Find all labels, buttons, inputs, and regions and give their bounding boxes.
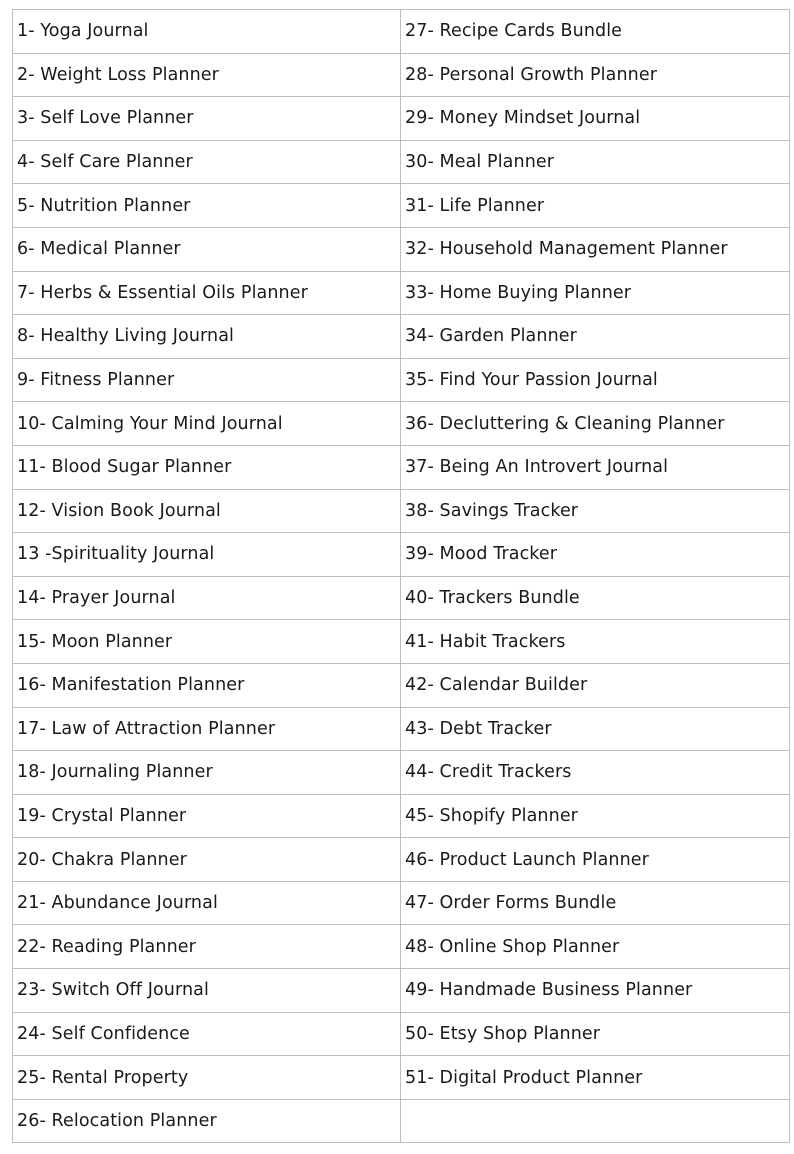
- table-row: [13, 227, 790, 271]
- list-item: 42- Calendar Builder: [401, 663, 790, 707]
- list-item: 47- Order Forms Bundle: [401, 881, 790, 925]
- list-item: 41- Habit Trackers: [401, 620, 790, 664]
- list-item: 12- Vision Book Journal: [13, 489, 401, 533]
- list-item: 31- Life Planner: [401, 184, 790, 228]
- list-item: 10- Calming Your Mind Journal: [13, 402, 401, 446]
- list-item: 34- Garden Planner: [401, 315, 790, 359]
- list-item: 27- Recipe Cards Bundle: [401, 10, 790, 54]
- table-row: [13, 10, 790, 54]
- planner-list-table: [12, 9, 790, 1143]
- table-row: [13, 184, 790, 228]
- list-item: 50- Etsy Shop Planner: [401, 1012, 790, 1056]
- list-item: 6- Medical Planner: [13, 227, 401, 271]
- table-row: [13, 402, 790, 446]
- table-row: [13, 838, 790, 882]
- list-item: 9- Fitness Planner: [13, 358, 401, 402]
- table-row: [13, 97, 790, 141]
- table-row: [13, 1056, 790, 1100]
- list-item: 44- Credit Trackers: [401, 751, 790, 795]
- table-row: [13, 663, 790, 707]
- table-row: [13, 1012, 790, 1056]
- list-item: 22- Reading Planner: [13, 925, 401, 969]
- table-row: [13, 620, 790, 664]
- list-item: 36- Decluttering & Cleaning Planner: [401, 402, 790, 446]
- list-item: 8- Healthy Living Journal: [13, 315, 401, 359]
- list-item: 1- Yoga Journal: [13, 10, 401, 54]
- table-row: [13, 707, 790, 751]
- list-item: 48- Online Shop Planner: [401, 925, 790, 969]
- list-item: 37- Being An Introvert Journal: [401, 445, 790, 489]
- list-item: 2- Weight Loss Planner: [13, 53, 401, 97]
- list-item: 46- Product Launch Planner: [401, 838, 790, 882]
- table-row: [13, 445, 790, 489]
- table-row: [13, 533, 790, 577]
- table-row: [13, 489, 790, 533]
- list-item: 16- Manifestation Planner: [13, 663, 401, 707]
- table-row: [13, 751, 790, 795]
- list-item: 51- Digital Product Planner: [401, 1056, 790, 1100]
- list-item: 29- Money Mindset Journal: [401, 97, 790, 141]
- list-item: 4- Self Care Planner: [13, 140, 401, 184]
- list-item: 26- Relocation Planner: [13, 1099, 401, 1143]
- table-row: [13, 53, 790, 97]
- list-item: 21- Abundance Journal: [13, 881, 401, 925]
- list-item: 25- Rental Property: [13, 1056, 401, 1100]
- list-item: 7- Herbs & Essential Oils Planner: [13, 271, 401, 315]
- list-item: 40- Trackers Bundle: [401, 576, 790, 620]
- list-item: 32- Household Management Planner: [401, 227, 790, 271]
- table-row: [13, 881, 790, 925]
- table-row: [13, 925, 790, 969]
- planner-list-body: [13, 10, 790, 1143]
- list-item: 49- Handmade Business Planner: [401, 969, 790, 1013]
- table-row: [13, 1099, 790, 1143]
- table-row: [13, 140, 790, 184]
- table-row: [13, 358, 790, 402]
- list-item: 13 -Spirituality Journal: [13, 533, 401, 577]
- list-item: 24- Self Confidence: [13, 1012, 401, 1056]
- list-item: 35- Find Your Passion Journal: [401, 358, 790, 402]
- list-item: 43- Debt Tracker: [401, 707, 790, 751]
- list-item: 15- Moon Planner: [13, 620, 401, 664]
- table-row: [13, 969, 790, 1013]
- list-item: 11- Blood Sugar Planner: [13, 445, 401, 489]
- list-item: 17- Law of Attraction Planner: [13, 707, 401, 751]
- list-item: 45- Shopify Planner: [401, 794, 790, 838]
- table-row: [13, 271, 790, 315]
- table-row: [13, 576, 790, 620]
- list-item: 39- Mood Tracker: [401, 533, 790, 577]
- table-row: [13, 794, 790, 838]
- list-item: 20- Chakra Planner: [13, 838, 401, 882]
- empty-cell: [401, 1099, 790, 1143]
- list-item: 14- Prayer Journal: [13, 576, 401, 620]
- list-item: 38- Savings Tracker: [401, 489, 790, 533]
- list-item: 5- Nutrition Planner: [13, 184, 401, 228]
- list-item: 19- Crystal Planner: [13, 794, 401, 838]
- list-item: 30- Meal Planner: [401, 140, 790, 184]
- table-row: [13, 315, 790, 359]
- list-item: 33- Home Buying Planner: [401, 271, 790, 315]
- list-item: 23- Switch Off Journal: [13, 969, 401, 1013]
- list-item: 28- Personal Growth Planner: [401, 53, 790, 97]
- list-item: 18- Journaling Planner: [13, 751, 401, 795]
- list-item: 3- Self Love Planner: [13, 97, 401, 141]
